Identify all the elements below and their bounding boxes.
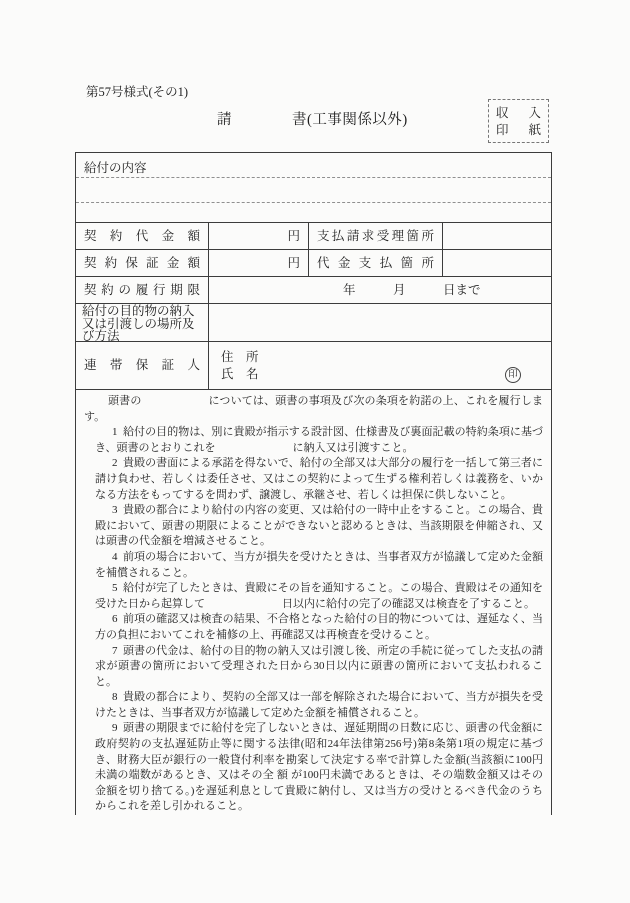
clause-number: 8 (112, 691, 118, 704)
clause-text: 給付が完了したときは、貴殿にその旨を通知すること。この場合、貴殿はその通知を受けた日から起算して 日以内に給付の完了の確認又は検査を了すること。 (95, 582, 543, 610)
guarantor-row (76, 342, 551, 390)
payment-office-value (443, 250, 551, 276)
contract-deposit-unit: 円 (209, 250, 309, 276)
clause-8 (84, 690, 543, 721)
clause-text: 頭書の代金は、給付の目的物の納入又は引渡し後、所定の手続に従ってした支払の請求が頭書の箇所において受理された日から30日以内に頭書の箇所において支払われること。 (95, 644, 543, 688)
clause-text: 貴殿の書面による承諾を得ないで、給付の全部又は大部分の履行を一括して第三者に請け負わせ、若しくは委任させ、又はこの契約によって生ずる権利若しくは義務を、いかなる方法をもってするを問わず、譲渡し、承継させ、若しくは担保に供しないこと。 (95, 457, 543, 501)
contract-amount-row (76, 223, 551, 250)
clause-6 (84, 612, 543, 643)
contract-amount-unit: 円 (209, 223, 309, 249)
contract-deposit-row (76, 250, 551, 277)
stamp-line-1 (496, 105, 541, 121)
fill-line (76, 177, 551, 178)
clause-text: 前項の場合において、当方が損失を受けたときは、当事者双方が協議して定めた金額を補償されること。 (95, 550, 543, 579)
guarantor-name-label: 氏 名 (221, 367, 259, 381)
benefit-content-row (76, 153, 551, 223)
contract-deposit-label: 契約保証金額 (76, 250, 209, 276)
payment-office-label: 代金支払箇所 (309, 250, 443, 276)
stamp-char: 印 (496, 122, 509, 137)
clause-number: 3 (112, 504, 118, 517)
clause-number: 5 (112, 582, 118, 595)
performance-deadline-row (76, 277, 551, 304)
clause-number: 7 (112, 644, 118, 657)
stamp-char: 紙 (528, 122, 541, 137)
performance-deadline-value: 年 月 日まで (343, 283, 481, 297)
clause-2 (84, 456, 543, 503)
clause-number: 9 (112, 722, 118, 735)
stamp-char: 入 (528, 105, 541, 120)
delivery-place-value (209, 304, 551, 341)
payment-request-office-value (443, 223, 551, 249)
revenue-stamp-box (488, 99, 549, 143)
fill-line (76, 202, 551, 203)
payment-request-office-label: 支払請求受理箇所 (309, 223, 443, 249)
clause-number: 1 (112, 426, 118, 439)
clause-1 (84, 425, 543, 456)
document-title: 請 書(工事関係以外) (217, 112, 408, 128)
form-number: 第57号様式(その1) (86, 85, 189, 99)
clause-7 (84, 644, 543, 691)
guarantor-address-label: 住 所 (221, 350, 259, 364)
guarantor-label: 連帯保証人 (76, 342, 209, 389)
stamp-line-2 (496, 122, 541, 138)
clause-text: 貴殿の都合により給付の内容の変更、又は給付の一時中止をすること。この場合、貴殿において、頭書の期限によることができないと認めるときは、当該期限を伸縮され、又は頭書の代金額を増減させること。 (95, 504, 543, 548)
clause-number: 6 (112, 613, 118, 626)
contract-amount-label: 契約代金額 (76, 223, 209, 249)
clause-3 (84, 503, 543, 550)
terms-intro: 頭書の については、頭書の事項及び次の条項を約諾の上、これを履行します。 (84, 395, 543, 423)
delivery-place-row (76, 304, 551, 342)
seal-icon: 印 (505, 367, 521, 383)
terms-and-conditions (76, 390, 551, 815)
clause-text: 給付の目的物は、別に貴殿が指示する設計図、仕様書及び裏面記載の特約条項に基づき、頭書のとおりこれを に納入又は引渡すこと。 (95, 426, 543, 454)
clause-4 (84, 550, 543, 581)
clause-text: 前項の確認又は検査の結果、不合格となった給付の目的物については、遅延なく、当方の負担においてこれを補修の上、再確認又は再検査を受けること。 (95, 613, 543, 641)
delivery-place-label: 給付の目的物の納入又は引渡しの場所及び方法 (76, 304, 209, 341)
clause-number: 4 (112, 550, 118, 563)
clause-5 (84, 581, 543, 612)
stamp-char: 収 (496, 105, 509, 120)
clause-text: 頭書の期限までに給付を完了しないときは、遅延期間の日数に応じ、頭書の代金額に政府契約の支払遅延防止等に関する法律(昭和24年法律第256号)第8条第1項の規定に基づき、財務大臣が銀行の一般貸付利率を勘案して決定する率で計算した金額(当該額に100円未満の端数があるとき、又はその全 額 が100円未満であるときは、その端数金額又はその金額を切り捨てる。)を遅延利息として貴殿に納付し、又は当方の受けとるべき代金のうちからこれを差し引かれること。 (95, 722, 543, 813)
guarantor-signature-cell (209, 342, 551, 389)
contract-form-table (75, 152, 552, 815)
clause-number: 2 (112, 457, 118, 470)
clause-text: 貴殿の都合により、契約の全部又は一部を解除された場合において、当方が損失を受けたときは、当事者双方が協議して定めた金額を補償されること。 (95, 691, 543, 719)
clause-9 (84, 721, 543, 815)
performance-deadline-label: 契約の履行期限 (76, 277, 209, 303)
benefit-content-label: 給付の内容 (84, 161, 147, 175)
